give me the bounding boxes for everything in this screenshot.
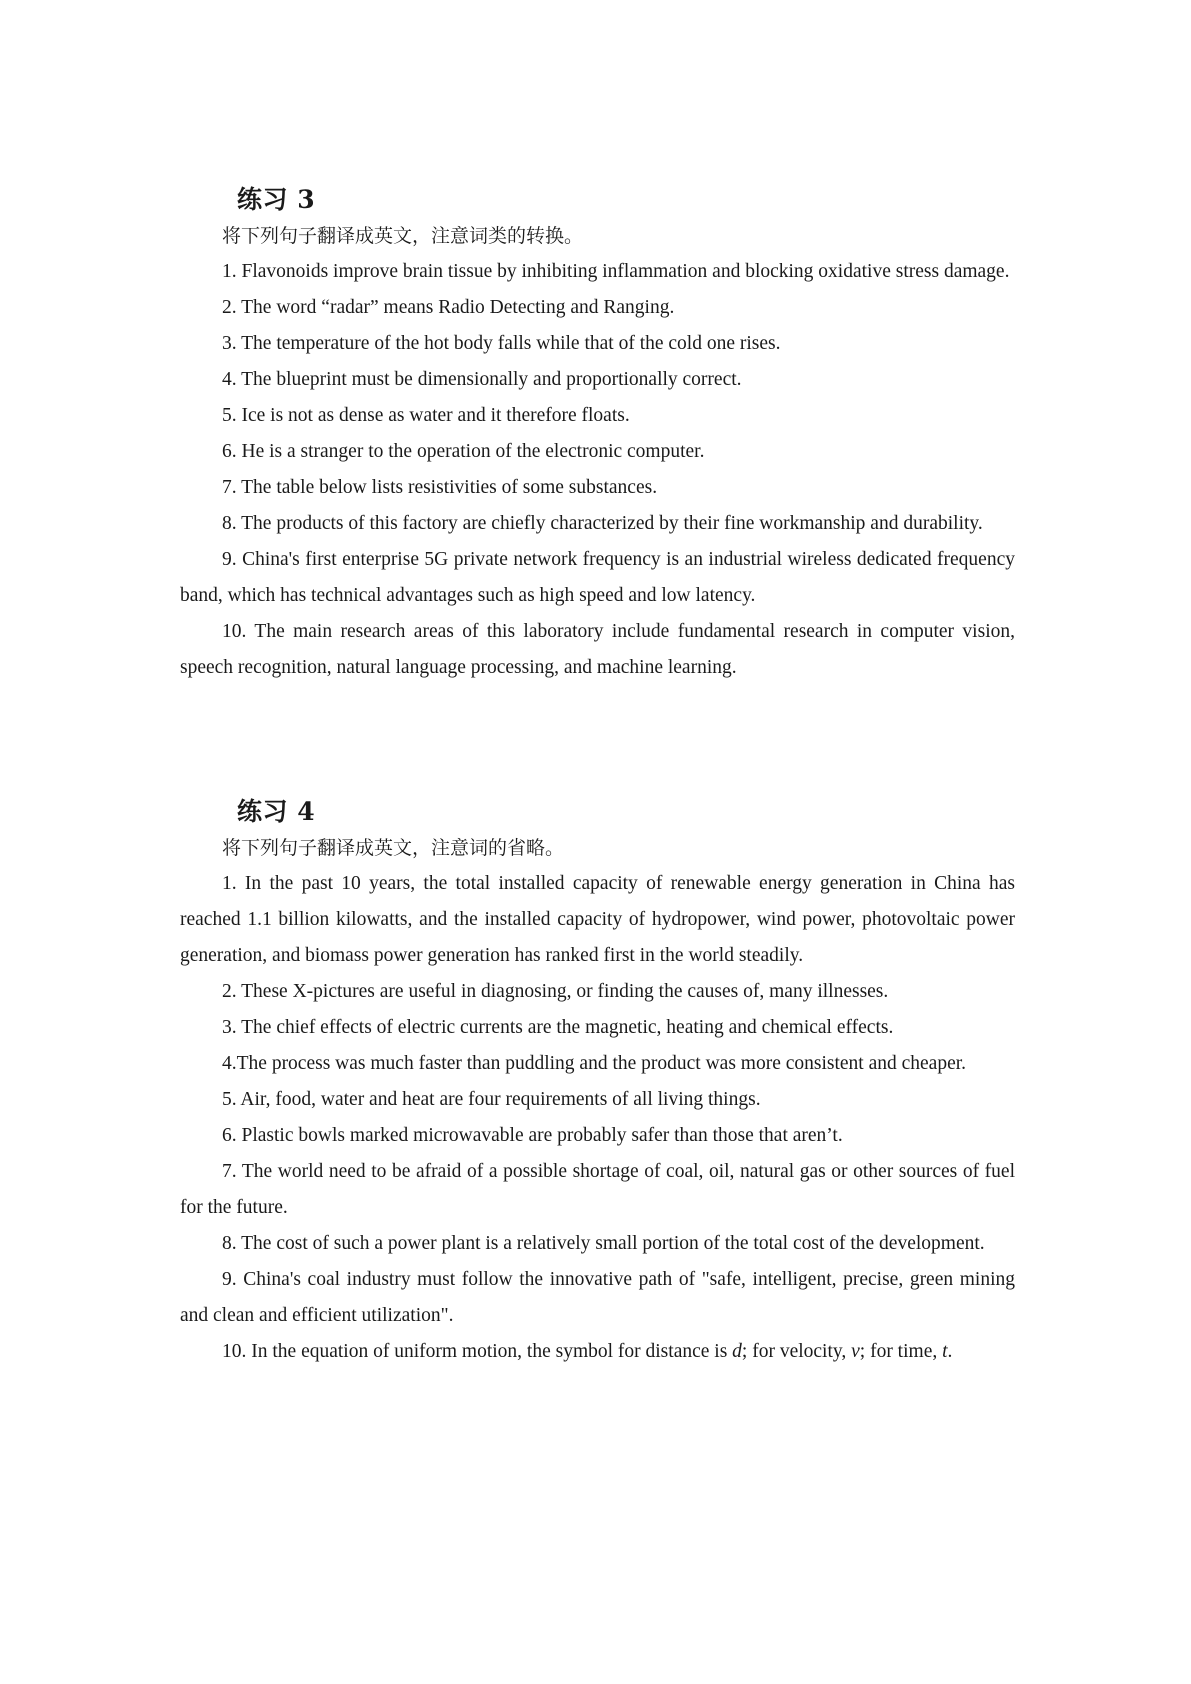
- exercise-4-item-5: 5. Air, food, water and heat are four requirements of all living things.: [222, 1089, 761, 1110]
- exercise-3-item-9: 9. China's first enterprise 5G private network frequency is an industrial wireless dedicated frequency band, which has technical advantages such as high speed and low latency.: [180, 549, 1015, 606]
- exercise-3-item-5: 5. Ice is not as dense as water and it therefore floats.: [222, 405, 630, 426]
- exercise-4-item-3: 3. The chief effects of electric currents are the magnetic, heating and chemical effects.: [222, 1017, 894, 1038]
- exercise-4-item-9: 9. China's coal industry must follow the innovative path of "safe, intelligent, precise, green mining and clean and efficient utilization".: [180, 1269, 1015, 1326]
- exercise-3-item-7: 7. The table below lists resistivities of some substances.: [222, 477, 658, 498]
- exercise-4-item-2: 2. These X-pictures are useful in diagnosing, or finding the causes of, many illnesses.: [222, 981, 889, 1002]
- exercise-3-item-1: 1. Flavonoids improve brain tissue by inhibiting inflammation and blocking oxidative stress damage.: [222, 261, 1010, 282]
- exercise-3-item-6: 6. He is a stranger to the operation of the electronic computer.: [222, 441, 705, 462]
- exercise-3: [180, 182, 1015, 686]
- exercise-4-instruction: 将下列句子翻译成英文，注意词的省略。: [222, 837, 565, 859]
- exercise-3-item-2: 2. The word “radar” means Radio Detecting and Ranging.: [222, 297, 675, 318]
- exercise-4-item-8: 8. The cost of such a power plant is a relatively small portion of the total cost of the development.: [222, 1233, 985, 1254]
- exercise-3-item-4: 4. The blueprint must be dimensionally and proportionally correct.: [222, 369, 742, 390]
- exercise-4: [180, 794, 1015, 1370]
- exercise-4-item-1: 1. In the past 10 years, the total installed capacity of renewable energy generation in China has reached 1.1 billion kilowatts, and the installed capacity of hydropower, wind power, photovoltaic power generation, and biomass power generation has ranked first in the world steadily.: [180, 873, 1015, 966]
- exercise-4-item-6: 6. Plastic bowls marked microwavable are probably safer than those that aren’t.: [222, 1125, 843, 1146]
- exercise-3-instruction: 将下列句子翻译成英文，注意词类的转换。: [222, 225, 584, 247]
- exercise-3-title: 练习 3: [237, 185, 316, 214]
- exercise-3-item-10: 10. The main research areas of this laboratory include fundamental research in computer vision, speech recognition, natural language processing, and machine learning.: [180, 621, 1015, 678]
- exercise-3-item-3: 3. The temperature of the hot body falls while that of the cold one rises.: [222, 333, 781, 354]
- exercise-3-item-8: 8. The products of this factory are chiefly characterized by their fine workmanship and durability.: [222, 513, 983, 534]
- exercise-4-item-4: 4.The process was much faster than puddling and the product was more consistent and cheaper.: [222, 1053, 967, 1074]
- exercise-4-item-10: 10. In the equation of uniform motion, the symbol for distance is d; for velocity, v; for time, t.: [222, 1341, 953, 1362]
- exercise-4-title: 练习 4: [237, 797, 316, 826]
- exercise-4-item-7: 7. The world need to be afraid of a possible shortage of coal, oil, natural gas or other sources of fuel for the future.: [180, 1161, 1015, 1218]
